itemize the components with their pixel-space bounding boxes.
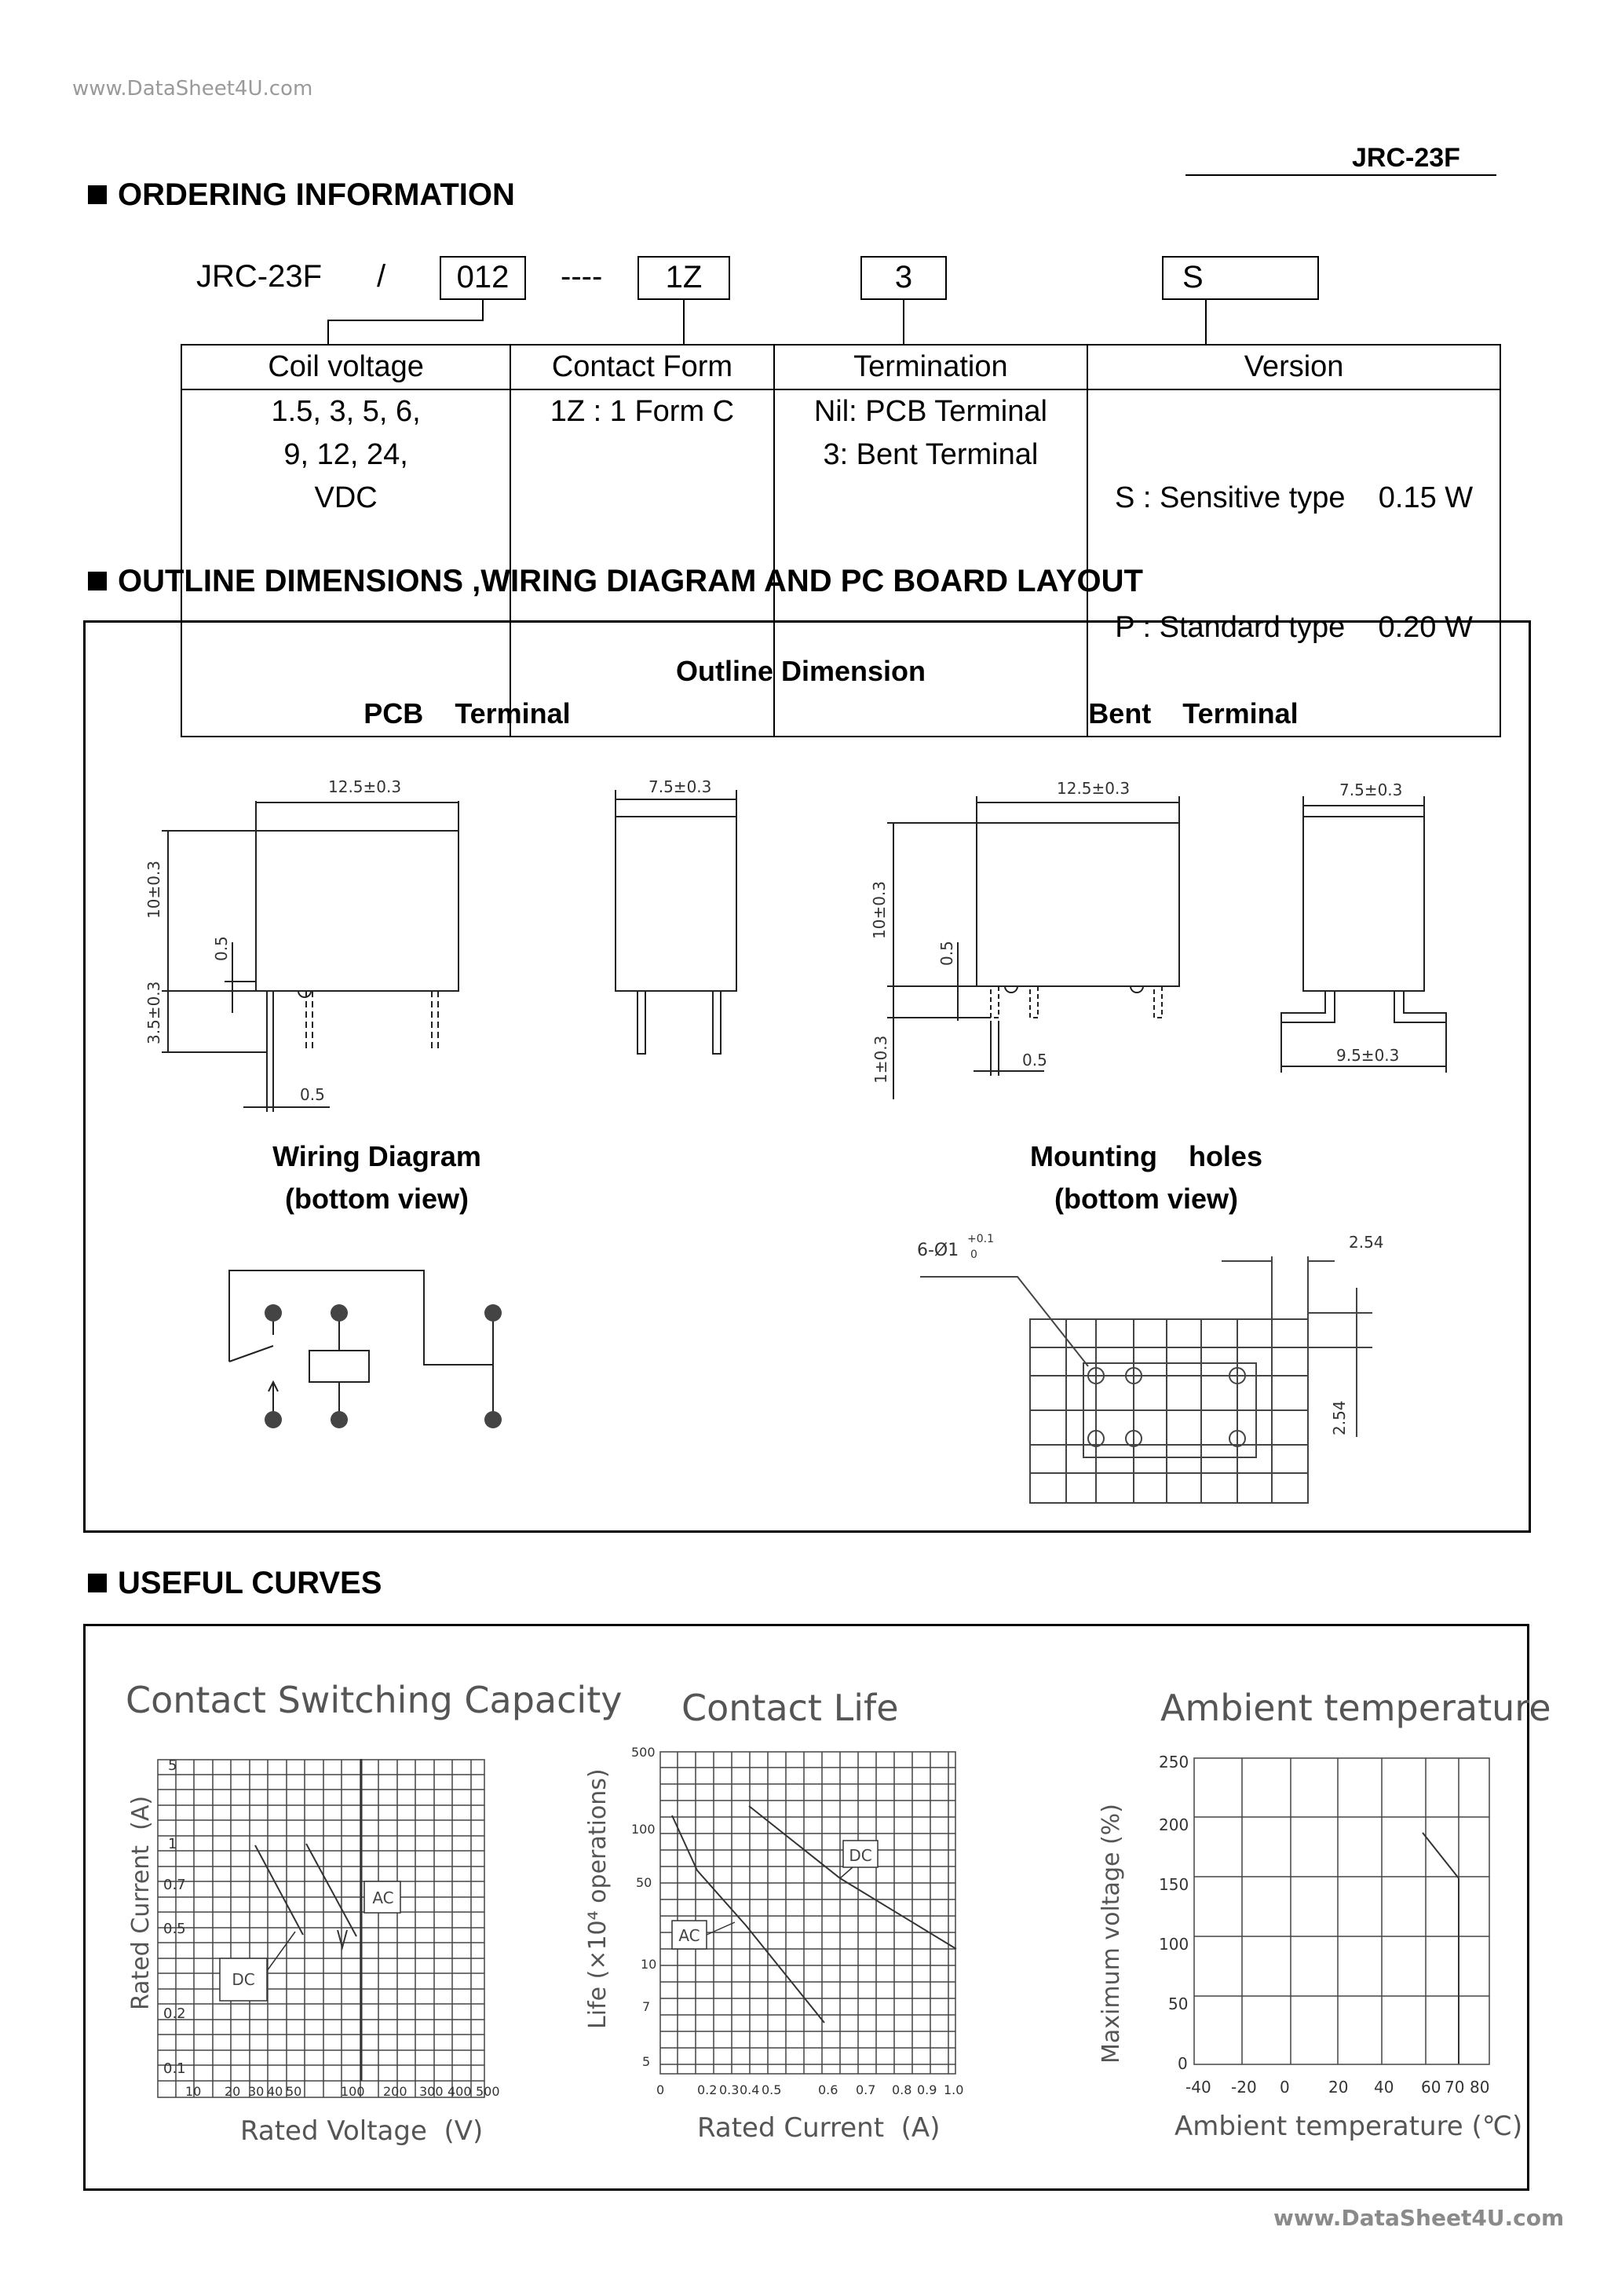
chart3-xtick: 40 <box>1374 2078 1394 2097</box>
chart3-title: Ambient temperature <box>1160 1687 1551 1729</box>
chart1-ytick: 0.1 <box>163 2060 186 2077</box>
dim-pitch-vertical: 2.54 <box>1330 1400 1349 1435</box>
dim-hole-tol-hi: +0.1 <box>967 1233 994 1245</box>
chart2-ytick: 7 <box>642 1999 651 2014</box>
order-voltage-box: 012 <box>440 256 526 300</box>
chart3-xlabel: Ambient temperature (℃) <box>1174 2111 1523 2142</box>
chart2-xlabel: Rated Current (A) <box>697 2112 941 2144</box>
chart2-ac-label: AC <box>678 1926 700 1945</box>
chart1-xtick: 400 <box>448 2084 472 2099</box>
outline-title: Outline Dimension <box>675 655 926 687</box>
chart2-xtick: 1.0 <box>944 2082 964 2097</box>
watermark-top: www.DataSheet4U.com <box>72 77 313 101</box>
section-heading-outline: OUTLINE DIMENSIONS ,WIRING DIAGRAM AND PC BOARD LAYOUT <box>88 564 1143 599</box>
dim-bent-gap: 0.5 <box>937 941 956 966</box>
header-version: Version <box>1087 345 1500 389</box>
chart2-xtick: 0.3 <box>719 2082 740 2097</box>
chart2-xtick: 0.4 <box>740 2082 760 2097</box>
pcb-side-view <box>616 790 736 1054</box>
chart1-xlabel: Rated Voltage (V) <box>240 2115 484 2147</box>
chart1-xtick: 300 <box>419 2084 444 2099</box>
watermark-bottom: www.DataSheet4U.com <box>1273 2205 1565 2231</box>
chart1-xtick: 50 <box>286 2084 302 2099</box>
chart1-xtick: 100 <box>341 2084 365 2099</box>
chart1-xtick: 500 <box>476 2084 500 2099</box>
dim-pcb-depth: 7.5±0.3 <box>648 777 712 796</box>
order-version-box: S <box>1162 256 1319 300</box>
chart1-ytick: 0.2 <box>163 2005 186 2022</box>
chart3-xtick: 70 <box>1445 2078 1465 2097</box>
dim-bent-width: 12.5±0.3 <box>1057 779 1131 798</box>
chart2-xtick: 0.9 <box>917 2082 937 2097</box>
chart1-ac-label: AC <box>372 1888 394 1907</box>
chart2-xtick: 0.8 <box>892 2082 912 2097</box>
order-termination-box: 3 <box>860 256 947 300</box>
chart2-title: Contact Life <box>681 1687 899 1729</box>
header-termination: Termination <box>774 345 1087 389</box>
chart1-xtick: 20 <box>225 2084 241 2099</box>
chart2-ytick: 50 <box>636 1875 652 1890</box>
cell-coil-voltage: 1.5, 3, 5, 6, 9, 12, 24, VDC <box>181 389 510 737</box>
order-dashes: ---- <box>561 259 603 294</box>
chart3-ytick: 150 <box>1159 1875 1189 1894</box>
chart2-xtick: 0.7 <box>856 2082 876 2097</box>
chart1-xtick: 10 <box>185 2084 202 2099</box>
dim-pcb-pin-width: 0.5 <box>300 1085 325 1104</box>
chart1-plot <box>157 1759 502 2104</box>
chart1-xtick: 200 <box>383 2084 407 2099</box>
chart1-ytick: 0.7 <box>163 1877 186 1893</box>
chart3-ytick: 0 <box>1178 2054 1188 2073</box>
chart3-plot <box>1193 1757 1492 2071</box>
cell-version: S : Sensitive type 0.15 W P : Standard type 0.20 W <box>1087 389 1500 737</box>
wiring-terminals <box>265 1304 502 1428</box>
chart3-ytick: 100 <box>1159 1935 1189 1954</box>
chart2-xtick: 0.5 <box>762 2082 782 2097</box>
dim-bent-height: 10±0.3 <box>870 880 889 939</box>
chart3-ytick: 200 <box>1159 1815 1189 1834</box>
order-contact-box: 1Z <box>637 256 730 300</box>
chart3-ytick: 250 <box>1159 1753 1189 1771</box>
section-heading-ordering: ORDERING INFORMATION <box>88 177 515 213</box>
cell-contact-form: 1Z : 1 Form C <box>510 389 773 737</box>
order-slash: / <box>377 259 386 294</box>
chart2-xtick: 0.6 <box>818 2082 838 2097</box>
dim-bent-depth: 7.5±0.3 <box>1339 781 1403 799</box>
chart2-xtick: 0.2 <box>697 2082 718 2097</box>
header-contact-form: Contact Form <box>510 345 773 389</box>
chart3-ytick: 50 <box>1168 1994 1189 2013</box>
dim-pcb-pin-length: 3.5±0.3 <box>144 981 163 1044</box>
chart1-ylabel: Rated Current (A) <box>127 1795 155 2010</box>
dim-bent-pin-width: 0.5 <box>1022 1051 1047 1069</box>
chart1-ytick: 1 <box>168 1836 177 1852</box>
chart2-ytick: 500 <box>631 1745 656 1760</box>
chart2-xtick: 0 <box>656 2082 665 2097</box>
bent-terminal-label: Bent Terminal <box>1088 697 1299 729</box>
mounting-title: Mounting holes <box>1030 1140 1262 1172</box>
chart2-ytick: 10 <box>641 1957 657 1972</box>
chart3-xtick: 20 <box>1328 2078 1349 2097</box>
chart1-ytick: 5 <box>168 1757 177 1774</box>
chart1-xtick: 30 <box>248 2084 265 2099</box>
chart2-dc-label: DC <box>849 1846 872 1865</box>
dim-bent-foot-span: 9.5±0.3 <box>1336 1046 1400 1065</box>
chart3-xtick: 60 <box>1421 2078 1441 2097</box>
header-model-code: JRC-23F <box>1352 143 1460 173</box>
dim-bent-lead: 1±0.3 <box>871 1035 890 1084</box>
dim-hole-count: 6-Ø1 <box>917 1241 959 1260</box>
chart3-ylabel: Maximum voltage (%) <box>1098 1804 1125 2064</box>
chart1-xtick: 40 <box>267 2084 283 2099</box>
wiring-subtitle: (bottom view) <box>285 1183 469 1215</box>
section-heading-curves: USEFUL CURVES <box>88 1566 382 1601</box>
header-coil-voltage: Coil voltage <box>181 345 510 389</box>
chart1-ytick: 0.5 <box>163 1921 186 1937</box>
dim-pitch-horizontal: 2.54 <box>1349 1233 1384 1252</box>
dim-pcb-height: 10±0.3 <box>144 860 163 919</box>
chart2-plot <box>659 1751 966 2081</box>
chart1-title: Contact Switching Capacity <box>126 1679 623 1721</box>
pcb-front-view <box>162 801 458 1112</box>
chart3-xtick: -40 <box>1185 2078 1211 2097</box>
wiring-diagram <box>229 1270 493 1417</box>
bent-side-view <box>1281 796 1446 1073</box>
order-model: JRC-23F <box>196 259 323 294</box>
chart3-xtick: -20 <box>1231 2078 1257 2097</box>
mounting-holes-grid <box>920 1256 1372 1503</box>
dim-hole-tol-lo: 0 <box>970 1249 977 1261</box>
chart2-ytick: 5 <box>642 2054 651 2069</box>
dim-pcb-gap: 0.5 <box>212 936 231 961</box>
cell-termination: Nil: PCB Terminal 3: Bent Terminal <box>774 389 1087 737</box>
chart3-xtick: 0 <box>1280 2078 1290 2097</box>
chart2-ytick: 100 <box>631 1822 656 1837</box>
dim-pcb-width: 12.5±0.3 <box>328 777 402 796</box>
chart1-dc-label: DC <box>232 1970 255 1989</box>
chart3-xtick: 80 <box>1470 2078 1490 2097</box>
mounting-subtitle: (bottom view) <box>1054 1183 1238 1215</box>
chart2-ylabel: Life (×10⁴ operations) <box>584 1768 612 2029</box>
pcb-terminal-label: PCB Terminal <box>363 697 571 729</box>
wiring-title: Wiring Diagram <box>272 1140 481 1172</box>
